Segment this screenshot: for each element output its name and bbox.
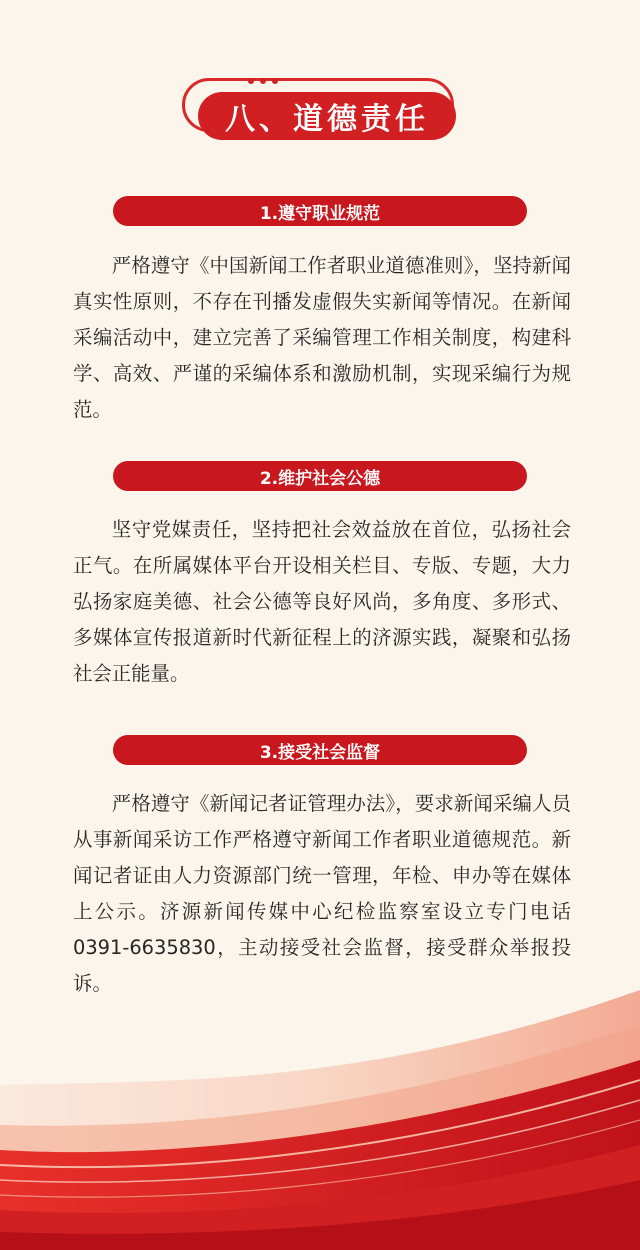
section-heading-2: 2.维护社会公德 (113, 461, 527, 491)
section-body-2: 坚守党媒责任，坚持把社会效益放在首位，弘扬社会正气。在所属媒体平台开设相关栏目、专版、专题，大力弘扬家庭美德、社会公德等良好风尚，多角度、多形式、多媒体宣传报道新时代新征程上的济源实践，凝聚和弘扬社会正能量。 (73, 518, 571, 685)
section-heading-1: 1.遵守职业规范 (113, 196, 527, 226)
page-title: 八、道德责任 (198, 92, 456, 140)
page-header (182, 78, 458, 140)
header-dots (248, 78, 278, 84)
section-heading-3: 3.接受社会监督 (113, 735, 527, 765)
section-body-1: 严格遵守《中国新闻工作者职业道德准则》，坚持新闻真实性原则，不存在刊播发虚假失实新闻等情况。在新闻采编活动中，建立完善了采编管理工作相关制度，构建科学、高效、严谨的采编体系和激励机制，实现采编行为规范。 (73, 254, 571, 421)
section-body-3: 严格遵守《新闻记者证管理办法》，要求新闻采编人员从事新闻采访工作严格遵守新闻工作者职业道德规范。新闻记者证由人力资源部门统一管理，年检、申办等在媒体上公示。济源新闻传媒中心纪检监察室设立专门电话 0391-6635830，主动接受社会监督，接受群众举报投诉。 (73, 792, 571, 995)
